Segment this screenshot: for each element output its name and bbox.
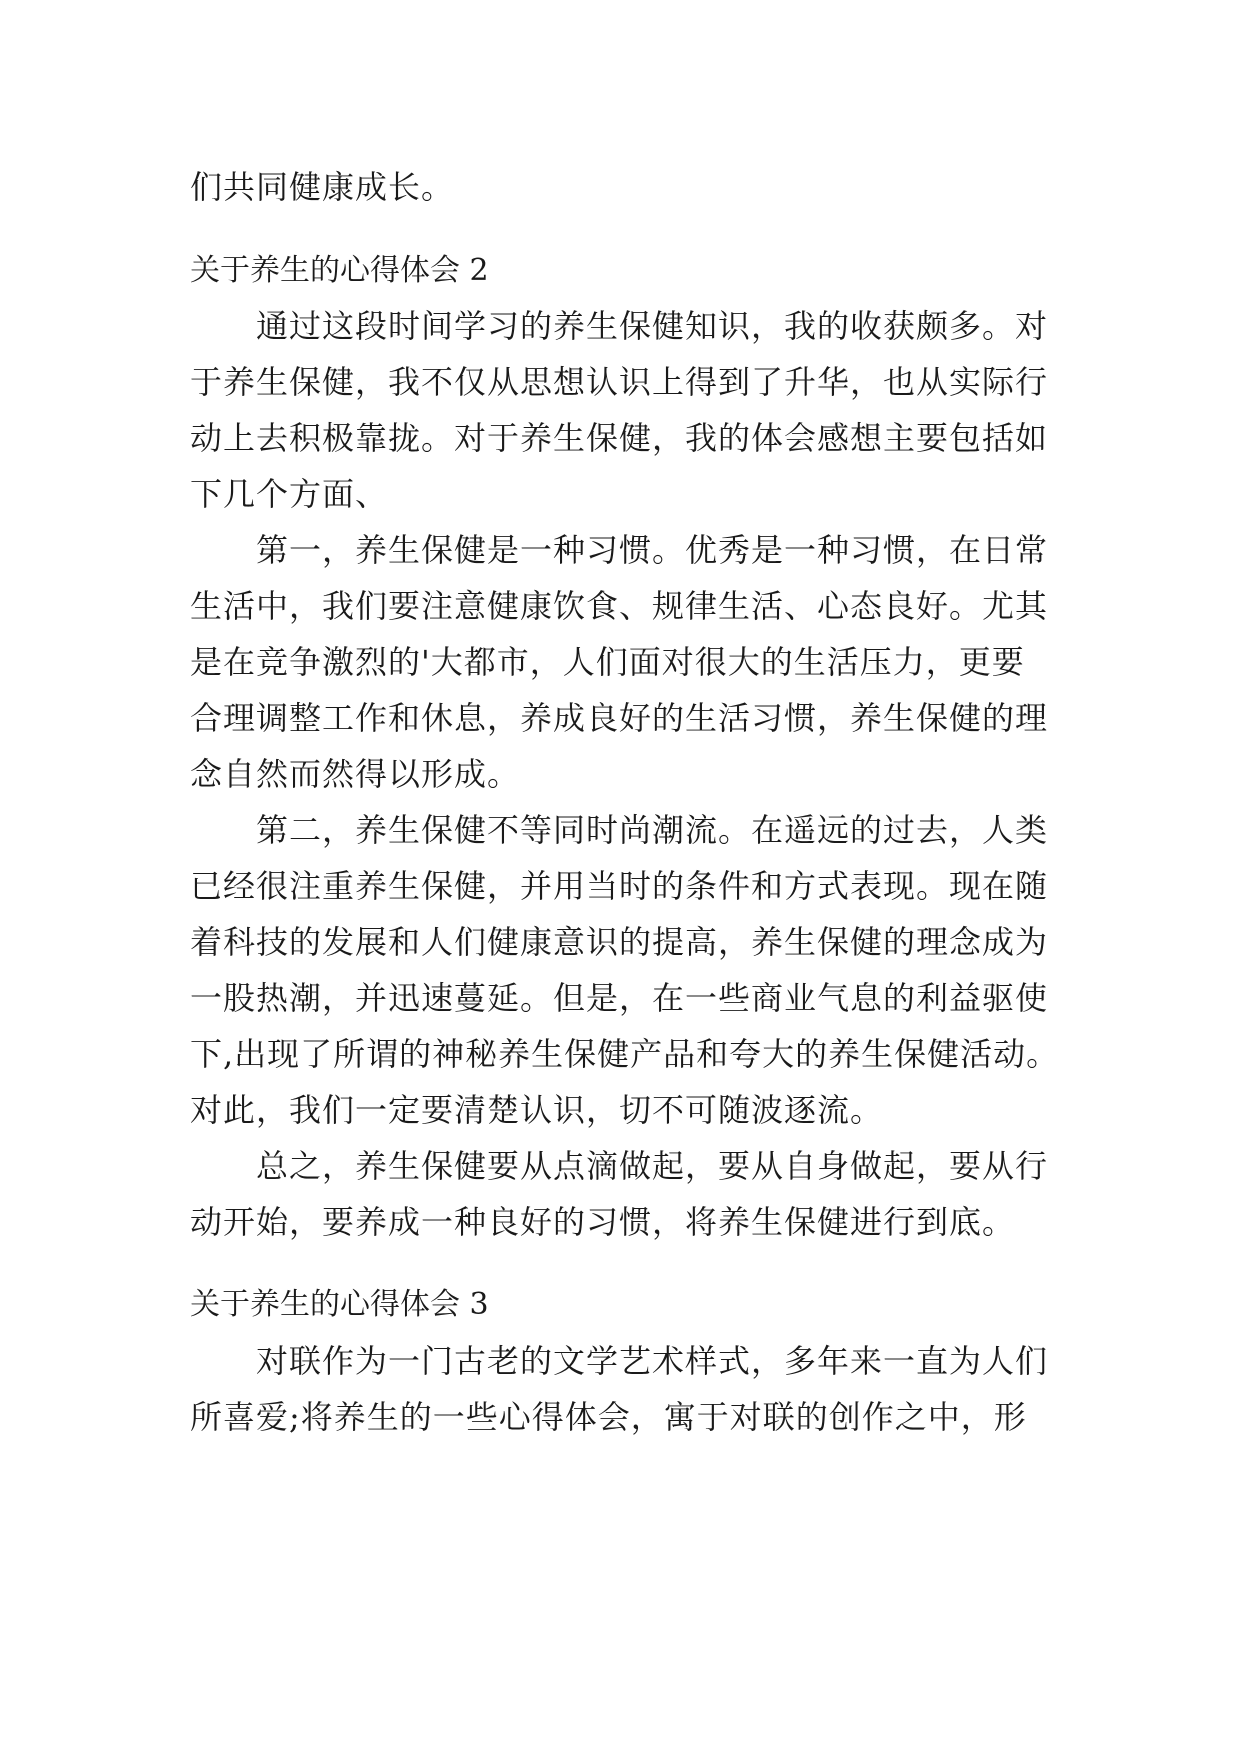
paragraph-line: 是在竞争激烈的'大都市，人们面对很大的生活压力，更要	[190, 643, 1025, 681]
paragraph-line: 第二，养生保健不等同时尚潮流。在遥远的过去，人类	[256, 811, 1049, 849]
paragraph-line: 生活中，我们要注意健康饮食、规律生活、心态良好。尤其	[190, 587, 1049, 625]
paragraph-line: 对此，我们一定要清楚认识，切不可随波逐流。	[190, 1091, 884, 1129]
paragraph-line: 下几个方面、	[190, 475, 389, 513]
paragraph-line: 对联作为一门古老的文学艺术样式，多年来一直为人们	[256, 1342, 1049, 1380]
section-heading-3: 关于养生的心得体会 3	[190, 1287, 489, 1322]
paragraph-line: 们共同健康成长。	[190, 168, 455, 206]
paragraph-line: 所喜爱;将养生的一些心得体会，寓于对联的创作之中，形	[190, 1398, 1027, 1436]
paragraph-line: 下,出现了所谓的神秘养生保健产品和夸大的养生保健活动。	[190, 1035, 1060, 1073]
paragraph-line: 已经很注重养生保健，并用当时的条件和方式表现。现在随	[190, 867, 1049, 905]
paragraph-line: 一股热潮，并迅速蔓延。但是，在一些商业气息的利益驱使	[190, 979, 1049, 1017]
paragraph-line: 通过这段时间学习的养生保健知识，我的收获颇多。对	[256, 307, 1049, 345]
section-heading-2: 关于养生的心得体会 2	[190, 253, 489, 288]
paragraph-line: 于养生保健，我不仅从思想认识上得到了升华，也从实际行	[190, 363, 1049, 401]
paragraph-line: 念自然而然得以形成。	[190, 755, 521, 793]
paragraph-line: 总之，养生保健要从点滴做起，要从自身做起，要从行	[256, 1147, 1049, 1185]
paragraph-line: 着科技的发展和人们健康意识的提高，养生保健的理念成为	[190, 923, 1049, 961]
paragraph-line: 第一，养生保健是一种习惯。优秀是一种习惯，在日常	[256, 531, 1049, 569]
paragraph-line: 动开始，要养成一种良好的习惯，将养生保健进行到底。	[190, 1203, 1016, 1241]
paragraph-line: 动上去积极靠拢。对于养生保健，我的体会感想主要包括如	[190, 419, 1049, 457]
paragraph-line: 合理调整工作和休息，养成良好的生活习惯，养生保健的理	[190, 699, 1049, 737]
